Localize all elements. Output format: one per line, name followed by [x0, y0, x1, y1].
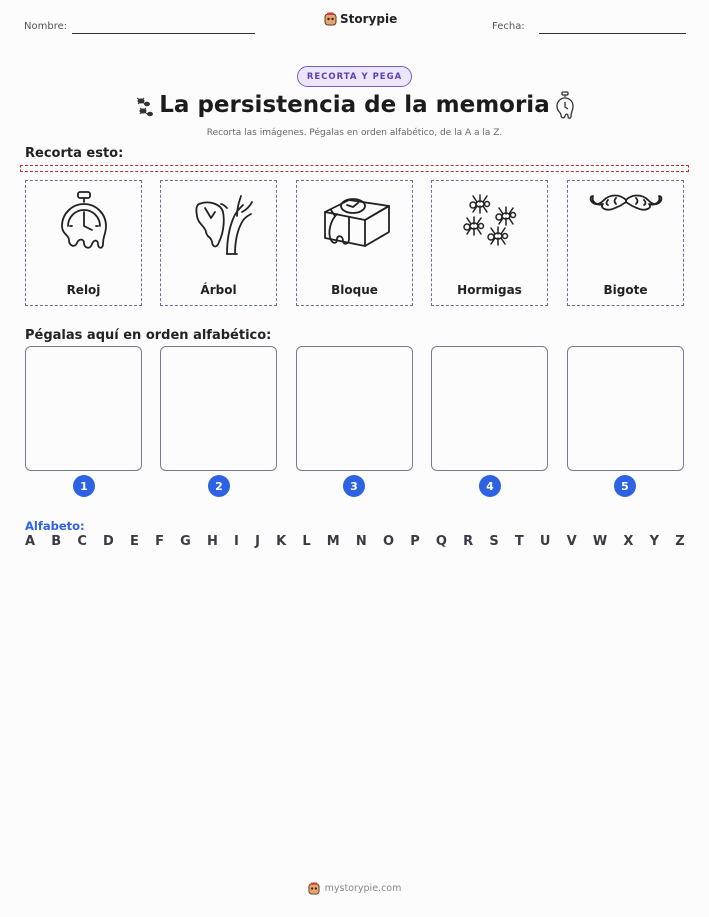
brand-logo: [324, 12, 397, 26]
alphabet-letter: W: [592, 534, 608, 549]
paste-slot-4[interactable]: [431, 346, 548, 471]
alphabet-letter: P: [410, 534, 420, 549]
alphabet-letter: B: [51, 534, 62, 549]
paste-slot-2[interactable]: [160, 346, 277, 471]
paste-section-heading: Pégalas aquí en orden alfabético:: [25, 328, 272, 343]
alphabet-letter: K: [276, 534, 287, 549]
mustache-icon: [586, 186, 666, 266]
cut-card-bigote[interactable]: [567, 180, 684, 306]
alphabet-letter: R: [463, 534, 474, 549]
alphabet-letter: E: [130, 534, 139, 549]
melting-clock-icon: [44, 186, 124, 266]
card-label: Bloque: [331, 283, 378, 297]
paste-slot-3[interactable]: [296, 346, 413, 471]
storypie-mascot-icon: [308, 882, 320, 895]
alphabet-letter: Z: [675, 534, 685, 549]
alphabet-letter: H: [206, 534, 218, 549]
alphabet-letter: A: [25, 534, 36, 549]
slot-number-badge: 2: [208, 475, 230, 497]
alphabet-heading: Alfabeto:: [25, 519, 85, 533]
name-field[interactable]: [72, 33, 255, 34]
paste-slot-1[interactable]: [25, 346, 142, 471]
storypie-mascot-icon: [324, 12, 337, 26]
alphabet-letter: I: [234, 534, 239, 549]
footer-site-link[interactable]: mystorypie.com: [324, 883, 402, 894]
activity-badge: RECORTA Y PEGA: [297, 66, 412, 87]
alphabet-letter: F: [155, 534, 164, 549]
card-label: Hormigas: [457, 283, 522, 297]
ants-icon: [450, 186, 530, 266]
page-title: La persistencia de la memoria: [159, 92, 550, 118]
cut-card-arbol[interactable]: [160, 180, 277, 306]
name-label: Nombre:: [24, 21, 68, 32]
alphabet-letter: Y: [649, 534, 660, 549]
card-label: Árbol: [200, 283, 237, 297]
slot-number-badge: 1: [73, 475, 95, 497]
alphabet-letter: M: [326, 534, 340, 549]
slot-number-badge: 3: [343, 475, 365, 497]
instructions-subtitle: Recorta las imágenes. Pégalas en orden alfabético, de la A a la Z.: [206, 128, 503, 138]
cut-card-bloque[interactable]: [296, 180, 413, 306]
footer: [0, 882, 709, 895]
scissor-cut-line: [20, 165, 689, 172]
alphabet-letter: S: [489, 534, 499, 549]
slot-number-badge: 4: [479, 475, 501, 497]
alphabet-letter: D: [103, 534, 114, 549]
alphabet-letter: G: [180, 534, 191, 549]
block-with-watch-icon: [315, 186, 395, 266]
alphabet-letter: U: [539, 534, 551, 549]
alphabet-row: [25, 534, 685, 549]
date-label: Fecha:: [492, 21, 525, 32]
alphabet-letter: C: [77, 534, 87, 549]
alphabet-letter: N: [355, 534, 367, 549]
alphabet-letter: Q: [435, 534, 447, 549]
alphabet-letter: J: [255, 534, 260, 549]
paste-slot-5[interactable]: [567, 346, 684, 471]
alphabet-letter: X: [623, 534, 634, 549]
card-label: Bigote: [603, 283, 648, 297]
card-label: Reloj: [66, 283, 101, 297]
date-field[interactable]: [539, 33, 686, 34]
alphabet-letter: T: [514, 534, 524, 549]
cut-card-reloj[interactable]: [25, 180, 142, 306]
cut-card-hormigas[interactable]: [431, 180, 548, 306]
alphabet-letter: O: [382, 534, 395, 549]
cut-section-heading: Recorta esto:: [25, 146, 124, 161]
melting-clock-decoration-icon: [553, 91, 577, 123]
alphabet-letter: V: [566, 534, 577, 549]
tree-with-clock-icon: [179, 186, 259, 266]
alphabet-letter: L: [302, 534, 311, 549]
brand-name: Storypie: [340, 12, 398, 26]
slot-number-badge: 5: [614, 475, 636, 497]
